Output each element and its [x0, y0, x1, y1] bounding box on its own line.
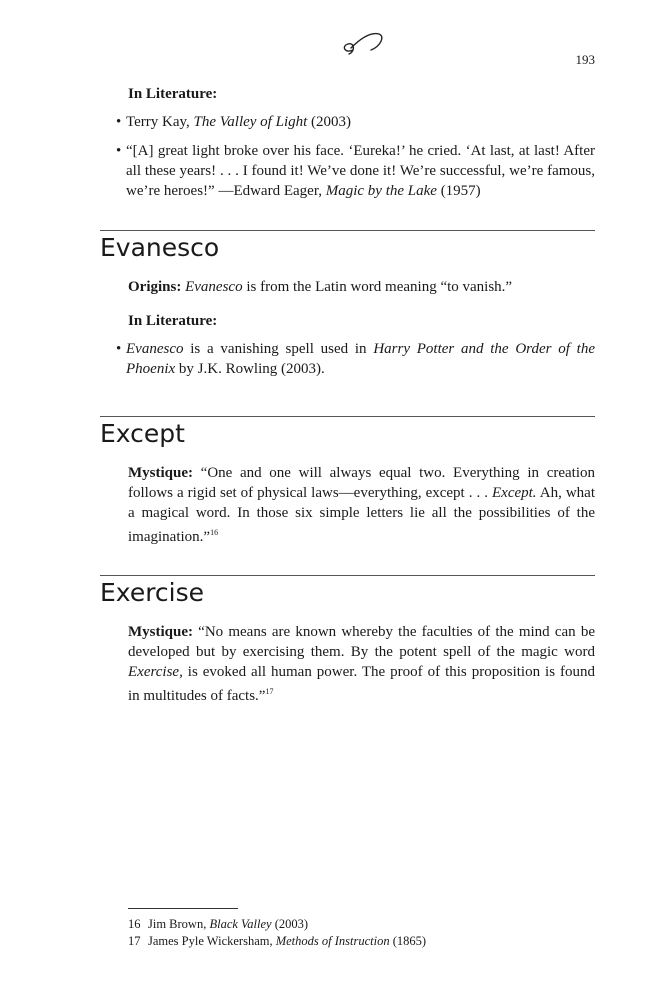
- section-divider: [100, 575, 595, 576]
- footnote: 17 James Pyle Wickersham, Methods of Instruction (1865): [128, 934, 427, 948]
- entry-heading-evanesco: Evanesco: [100, 233, 220, 262]
- literature-item: • Terry Kay, The Valley of Light (2003): [116, 112, 595, 132]
- evanesco-entry: [128, 277, 595, 381]
- subheading-in-literature: In Literature:: [128, 86, 218, 102]
- flourish-ornament-icon: [335, 24, 385, 60]
- footnote-reference: 16: [210, 528, 219, 537]
- page-number: 193: [575, 52, 595, 67]
- subheading-in-literature: In Literature:: [128, 313, 218, 329]
- footnote-reference: 17: [265, 687, 274, 696]
- entry-heading-exercise: Exercise: [100, 578, 205, 607]
- literature-item: • “[A] great light broke over his face. ‘Eureka!’ he cried. ‘At last, at last! After all these years! . . . I found it! We’ve done it! We’re successful, we’re famous, we’re heroes!” —Edward Eager, Magic by the Lake (1957): [116, 141, 595, 201]
- origins-paragraph: Origins: Evanesco is from the Latin word meaning “to vanish.”: [128, 279, 513, 295]
- footnotes: [128, 916, 426, 950]
- section-divider: [100, 230, 595, 231]
- literature-section-top: [128, 84, 595, 203]
- mystique-paragraph: Mystique: “One and one will always equal two. Everything in creation follows a rigid set of physical laws—everything, except . . . Except. Ah, what a magical word. In those six simple letters lie all the possibilities of the imagination.”$^{16}$: [128, 465, 595, 545]
- literature-item: • Evanesco is a vanishing spell used in Harry Potter and the Order of the Phoenix by J.K. Rowling (2003).: [116, 339, 595, 379]
- footnote: 16 Jim Brown, Black Valley (2003): [128, 917, 309, 931]
- footnote-divider: [128, 908, 238, 909]
- exercise-entry: [128, 622, 595, 706]
- mystique-paragraph: Mystique: “No means are known whereby the faculties of the mind can be developed but by exercising them. By the potent spell of the magic word Exercise, is evoked all human power. The proof of this proposition is found in multitudes of facts.”$^{17}$: [128, 624, 595, 704]
- section-divider: [100, 416, 595, 417]
- except-entry: [128, 463, 595, 547]
- entry-heading-except: Except: [100, 419, 185, 448]
